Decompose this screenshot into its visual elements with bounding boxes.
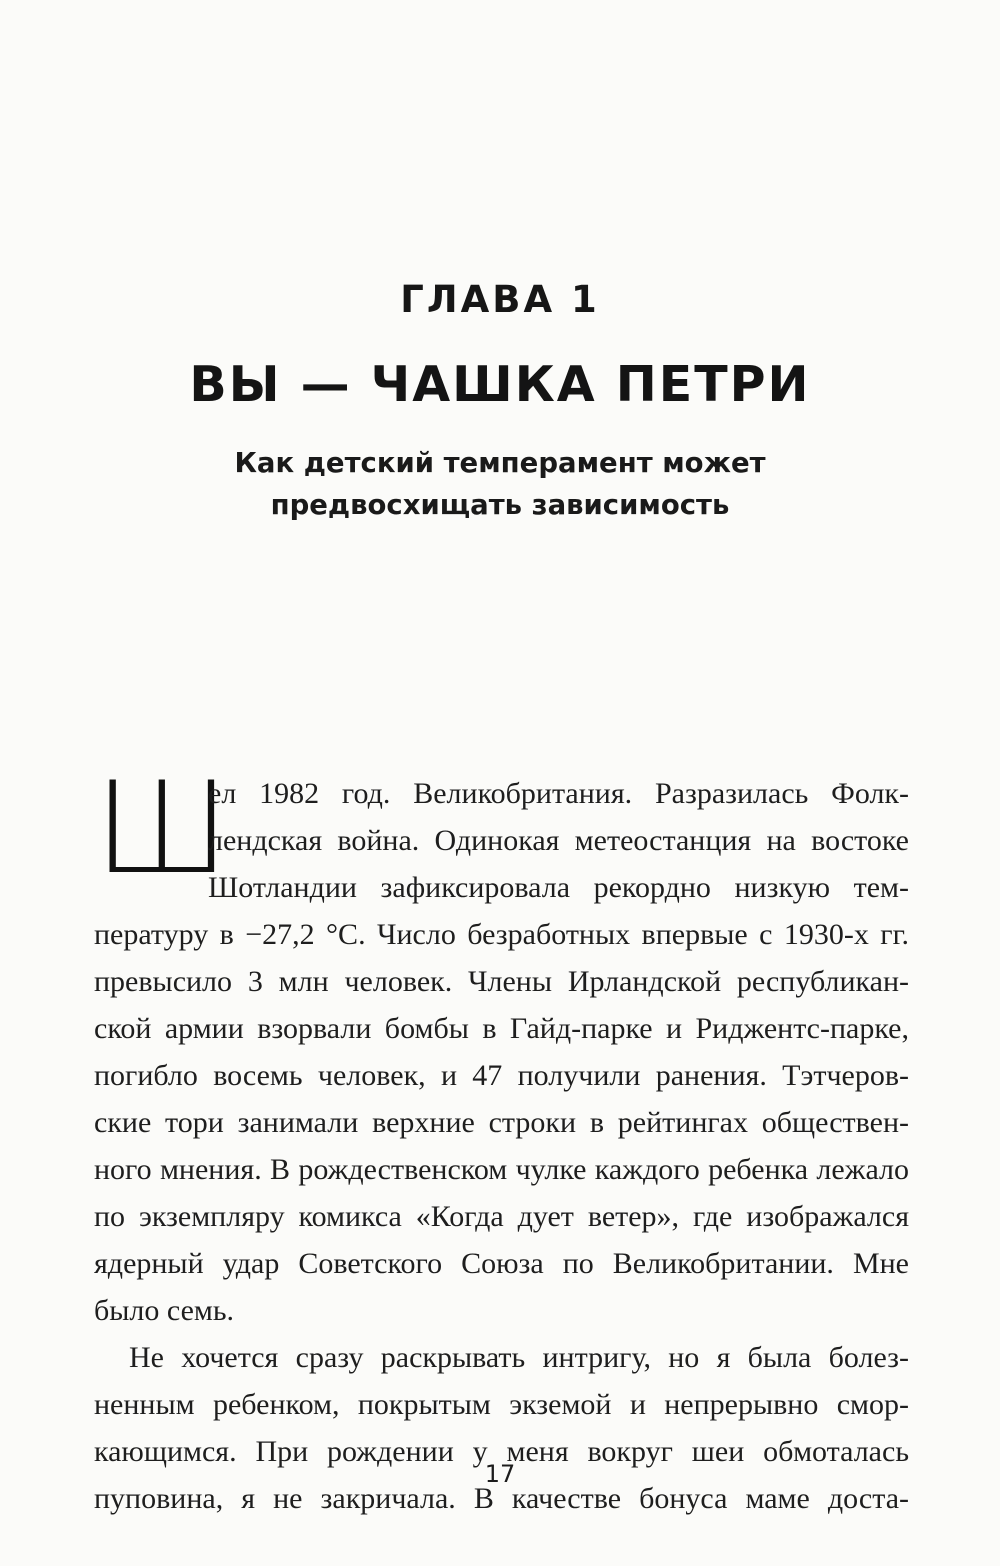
text-line: ской армии взорвали бомбы в Гайд-парке и Риджентс-парке, xyxy=(94,1012,909,1045)
text-line: ного мнения. В рождественском чулке каждого ребенка лежало xyxy=(94,1153,909,1186)
chapter-label: ГЛАВА 1 xyxy=(400,278,600,321)
drop-cap: Ш xyxy=(94,754,230,902)
subtitle-line: Как детский темперамент может xyxy=(234,447,766,479)
text-line: лендская война. Одинокая метеостанция на востоке xyxy=(208,824,909,857)
text-line: пуповина, я не закричала. В качестве бонуса маме доста- xyxy=(94,1482,909,1515)
text-line: погибло восемь человек, и 47 получили ранения. Тэтчеров- xyxy=(94,1059,909,1092)
chapter-subtitle xyxy=(0,442,1000,526)
paragraph-1 xyxy=(94,754,909,1334)
page-number: 17 xyxy=(484,1460,516,1488)
text-line: превысило 3 млн человек. Члены Ирландской республикан- xyxy=(94,965,909,998)
text-line: ненным ребенком, покрытым экземой и непрерывно смор- xyxy=(94,1388,909,1421)
text-line: по экземпляру комикса «Когда дует ветер», где изображался xyxy=(94,1200,909,1233)
text-line: кающимся. При рождении у меня вокруг шеи обмоталась xyxy=(94,1435,909,1468)
subtitle-line: предвосхищать зависимость xyxy=(270,489,730,521)
paragraph-2 xyxy=(94,1334,909,1522)
text-line: было семь. xyxy=(94,1294,235,1327)
text-line: Шотландии зафиксировала рекордно низкую тем- xyxy=(208,871,909,904)
body-text xyxy=(94,754,909,1522)
text-line: пературу в −27,2 °С. Число безработных впервые с 1930-х гг. xyxy=(94,918,909,951)
chapter-title: ВЫ — ЧАШКА ПЕТРИ xyxy=(189,356,811,413)
text-line: Не хочется сразу раскрывать интригу, но я была болез- xyxy=(129,1341,909,1374)
text-line: ские тори занимали верхние строки в рейтингах обществен- xyxy=(94,1106,909,1139)
text-line: ел 1982 год. Великобритания. Разразилась Фолк- xyxy=(208,777,909,810)
text-line: ядерный удар Советского Союза по Великобритании. Мне xyxy=(94,1247,909,1280)
